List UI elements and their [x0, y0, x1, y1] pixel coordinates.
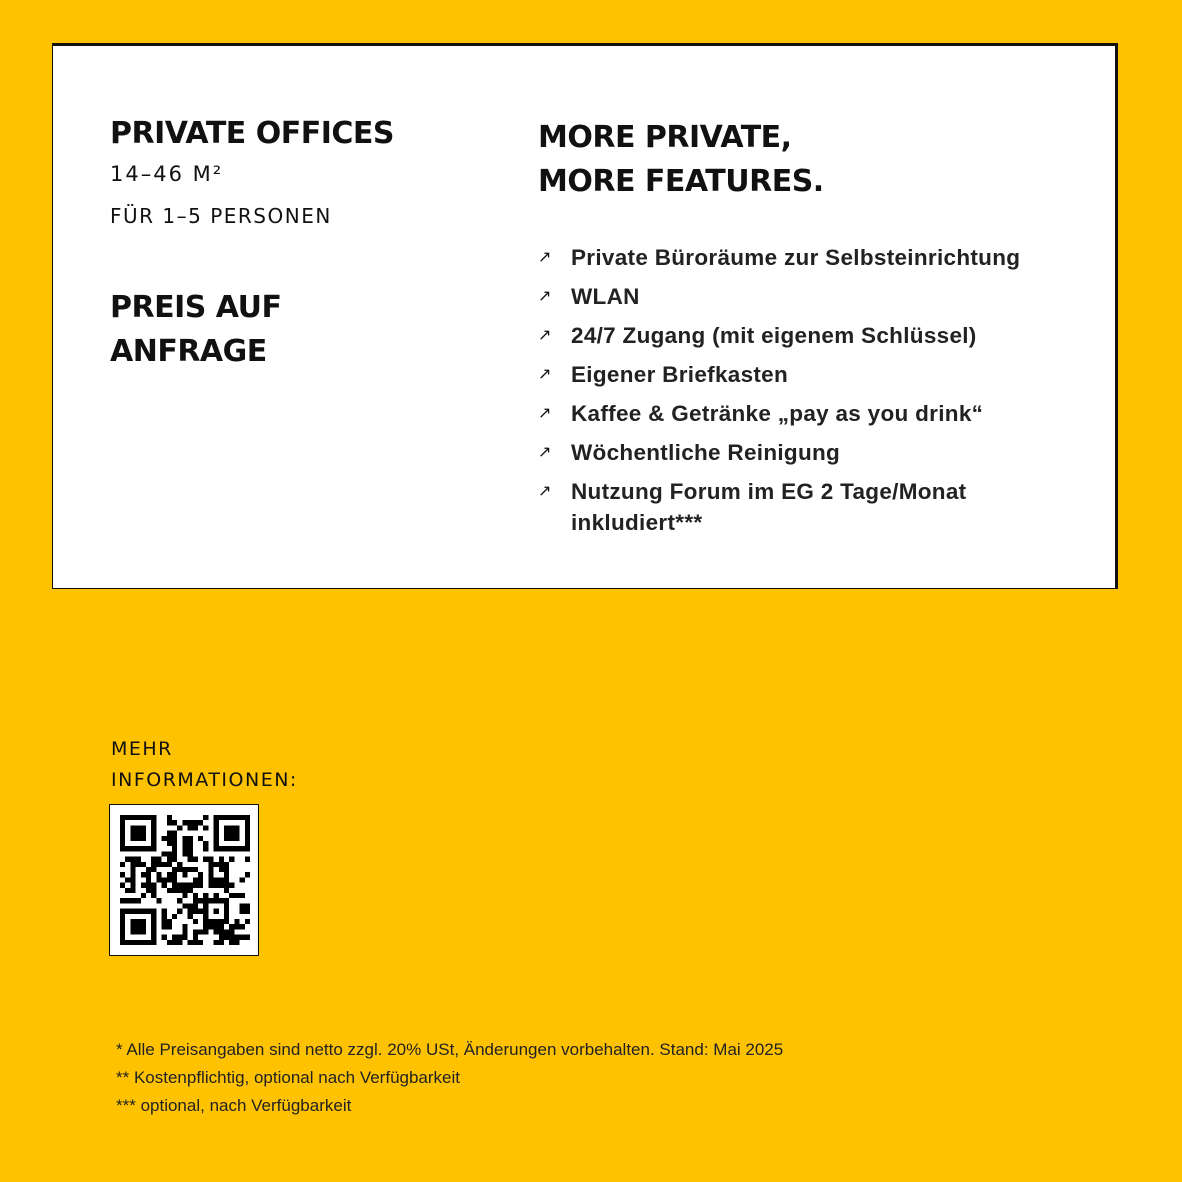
arrow-up-right-icon: ↗	[538, 249, 552, 266]
features-section	[538, 116, 1098, 546]
feature-text: Nutzung Forum im EG 2 Tage/Monat inkludiert***	[571, 479, 967, 535]
features-heading-line-2: MORE FEATURES.	[538, 164, 824, 199]
arrow-up-right-icon: ↗	[538, 405, 552, 422]
feature-text: 24/7 Zugang (mit eigenem Schlüssel)	[571, 323, 977, 348]
footnotes	[116, 1036, 783, 1120]
footnote: *** optional, nach Verfügbarkeit	[116, 1096, 352, 1115]
list-item	[538, 281, 1098, 312]
more-info-label	[111, 734, 298, 796]
features-heading-line-1: MORE PRIVATE,	[538, 120, 792, 155]
list-item	[538, 398, 1098, 429]
feature-text: Wöchentliche Reinigung	[571, 440, 841, 465]
feature-list	[538, 242, 1098, 538]
arrow-up-right-icon: ↗	[538, 288, 552, 305]
list-item	[538, 476, 1098, 538]
feature-text: WLAN	[571, 284, 640, 309]
footnote: * Alle Preisangaben sind netto zzgl. 20% USt, Änderungen vorbehalten. Stand: Mai 2025	[116, 1040, 784, 1059]
features-heading	[538, 116, 1098, 204]
arrow-up-right-icon: ↗	[538, 483, 552, 500]
list-item	[538, 242, 1098, 273]
feature-text: Private Büroräume zur Selbsteinrichtung	[571, 245, 1021, 270]
price-line-2: ANFRAGE	[110, 334, 267, 369]
arrow-up-right-icon: ↗	[538, 444, 552, 461]
footnote: ** Kostenpflichtig, optional nach Verfügbarkeit	[116, 1068, 461, 1087]
arrow-up-right-icon: ↗	[538, 366, 552, 383]
list-item	[538, 359, 1098, 390]
more-info-line-1: MEHR	[111, 738, 173, 760]
price-line-1: PREIS AUF	[110, 290, 282, 325]
office-size: 14–46 M²	[110, 162, 224, 186]
more-info-line-2: INFORMATIONEN:	[111, 769, 298, 791]
offer-card	[52, 43, 1118, 589]
person-capacity: FÜR 1–5 PERSONEN	[110, 204, 332, 228]
list-item	[538, 320, 1098, 351]
offer-title: PRIVATE OFFICES	[110, 116, 394, 151]
qr-code[interactable]	[109, 804, 259, 956]
feature-text: Kaffee & Getränke „pay as you drink“	[571, 401, 984, 426]
arrow-up-right-icon: ↗	[538, 327, 552, 344]
price-info	[110, 286, 510, 374]
offer-summary	[110, 116, 510, 374]
feature-text: Eigener Briefkasten	[571, 362, 789, 387]
list-item	[538, 437, 1098, 468]
qr-code-graphic[interactable]	[120, 815, 250, 945]
